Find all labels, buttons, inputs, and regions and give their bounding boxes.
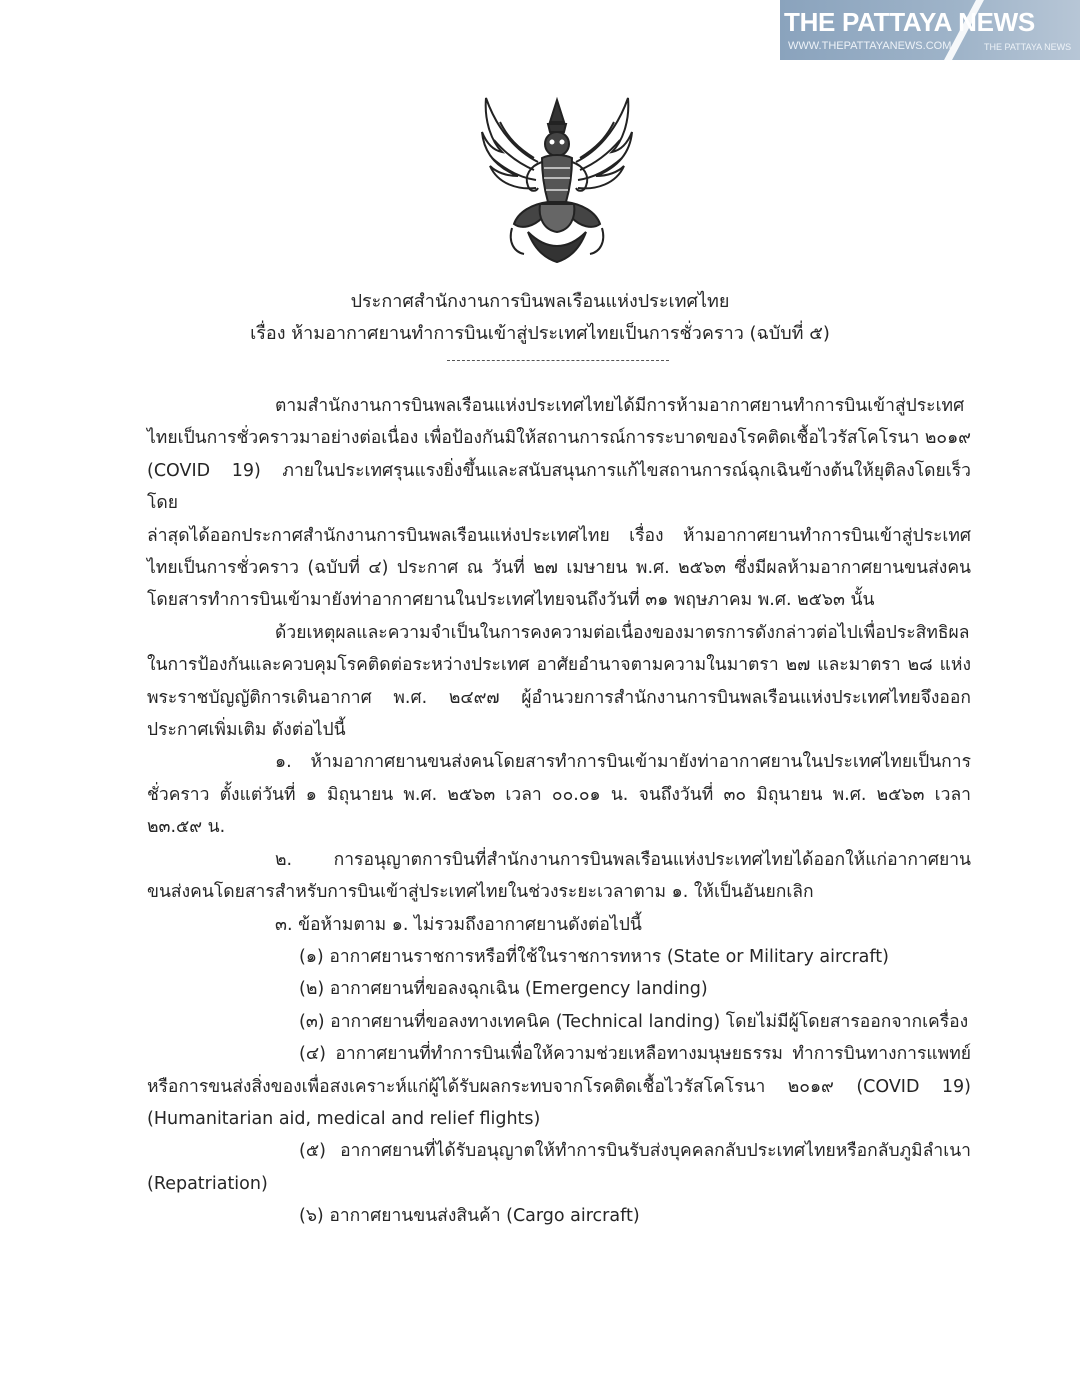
exemption-5 [147, 1135, 971, 1200]
text-line: ๒. การอนุญาตการบินที่สำนักงานการบินพลเรือนแห่งประเทศไทยได้ออกให้แก่อากาศยาน [275, 849, 971, 870]
text-line: ด้วยเหตุผลและความจำเป็นในการคงความต่อเนื่องของมาตรการดังกล่าวต่อไปเพื่อประสิทธิผล [275, 622, 970, 643]
exemption-3: (๓) อากาศยานที่ขอลงทางเทคนิค (Technical landing) โดยไม่มีผู้โดยสารออกจากเครื่อง [299, 1011, 969, 1032]
watermark-subtitle: THE PATTAYA NEWS [984, 42, 1072, 52]
announcement-issuer: ประกาศสำนักงานการบินพลเรือนแห่งประเทศไทย [350, 291, 730, 312]
text-line: หรือการขนส่งสิ่งของเพื่อสงเคราะห์แก่ผู้ได้รับผลกระทบจากโรคติดเชื้อไวรัสโคโรนา ๒๐๑๙ (COVID 19) [147, 1076, 971, 1097]
announcement-header [0, 286, 1080, 350]
paragraph-authority [147, 617, 971, 747]
text-line: พระราชบัญญัติการเดินอากาศ พ.ศ. ๒๔๙๗ ผู้อำนวยการสำนักงานการบินพลเรือนแห่งประเทศไทยจึงออก [147, 687, 971, 708]
announcement-subject: เรื่อง ห้ามอากาศยานทำการบินเข้าสู่ประเทศไทยเป็นการชั่วคราว (ฉบับที่ ๕) [250, 323, 830, 344]
watermark-logo [780, 0, 1080, 60]
text-line: (Repatriation) [147, 1173, 268, 1194]
text-line: ประกาศเพิ่มเติม ดังต่อไปนี้ [147, 720, 346, 741]
garuda-emblem-icon [478, 92, 636, 266]
exemption-6: (๖) อากาศยานขนส่งสินค้า (Cargo aircraft) [299, 1206, 640, 1227]
watermark-url: WWW.THEPATTAYANEWS.COM [788, 40, 952, 52]
text-line: (Humanitarian aid, medical and relief flights) [147, 1108, 541, 1129]
text-line: ชั่วคราว ตั้งแต่วันที่ ๑ มิถุนายน พ.ศ. ๒๕๖๓ เวลา ๐๐.๐๑ น. จนถึงวันที่ ๓๐ มิถุนายน พ.ศ. ๒๕๖๓ เวลา [147, 784, 971, 805]
text-line: ๑. ห้ามอากาศยานขนส่งคนโดยสารทำการบินเข้ามายังท่าอากาศยานในประเทศไทยเป็นการ [275, 752, 971, 773]
text-line: ไทยเป็นการชั่วคราวมาอย่างต่อเนื่อง เพื่อป้องกันมิให้สถานการณ์การระบาดของโรคติดเชื้อไวรัสโคโรนา ๒๐๑๙ [147, 428, 972, 449]
text-line: ขนส่งคนโดยสารสำหรับการบินเข้าสู่ประเทศไทยในช่วงระยะเวลาตาม ๑. ให้เป็นอันยกเลิก [147, 882, 814, 903]
exemption-1: (๑) อากาศยานราชการหรือที่ใช้ในราชการทหาร (State or Military aircraft) [299, 946, 889, 967]
text-line: ไทยเป็นการชั่วคราว (ฉบับที่ ๔) ประกาศ ณ วันที่ ๒๗ เมษายน พ.ศ. ๒๕๖๓ ซึ่งมีผลห้ามอากาศยานขนส่งคน [147, 558, 971, 579]
text-line: โดยสารทำการบินเข้ามายังท่าอากาศยานในประเทศไทยจนถึงวันที่ ๓๑ พฤษภาคม พ.ศ. ๒๕๖๓ นั้น [147, 590, 875, 611]
clause-2 [147, 844, 971, 909]
text-line: ๒๓.๕๙ น. [147, 817, 226, 838]
text-line: (๕) อากาศยานที่ได้รับอนุญาตให้ทำการบินรับส่งบุคคลกลับประเทศไทยหรือกลับภูมิลำเนา [299, 1141, 971, 1162]
exemption-2: (๒) อากาศยานที่ขอลงฉุกเฉิน (Emergency landing) [299, 979, 708, 1000]
announcement-body [147, 390, 971, 1233]
text-line: (COVID 19) ภายในประเทศรุนแรงยิ่งขึ้นและสนับสนุนการแก้ไขสถานการณ์ฉุกเฉินข้างต้นให้ยุติลงโดยเร็ว โดย [147, 460, 971, 514]
exemption-4 [147, 1038, 971, 1135]
watermark-title: THE PATTAYA NEWS [784, 7, 1035, 37]
clause-1 [147, 746, 971, 843]
paragraph-background [147, 390, 971, 617]
text-line: (๔) อากาศยานที่ทำการบินเพื่อให้ความช่วยเหลือทางมนุษยธรรม ทำการบินทางการแพทย์ [299, 1044, 971, 1065]
header-divider [447, 360, 669, 361]
text-line: ตามสำนักงานการบินพลเรือนแห่งประเทศไทยได้มีการห้ามอากาศยานทำการบินเข้าสู่ประเทศ [275, 396, 965, 416]
text-line: ในการป้องกันและควบคุมโรคติดต่อระหว่างประเทศ อาศัยอำนาจตามความในมาตรา ๒๗ และมาตรา ๒๘ แห่ง [147, 655, 971, 676]
text-line: ล่าสุดได้ออกประกาศสำนักงานการบินพลเรือนแห่งประเทศไทย เรื่อง ห้ามอากาศยานทำการบินเข้าสู่ประเทศ [147, 525, 971, 546]
clause-3: ๓. ข้อห้ามตาม ๑. ไม่รวมถึงอากาศยานดังต่อไปนี้ [275, 914, 642, 935]
